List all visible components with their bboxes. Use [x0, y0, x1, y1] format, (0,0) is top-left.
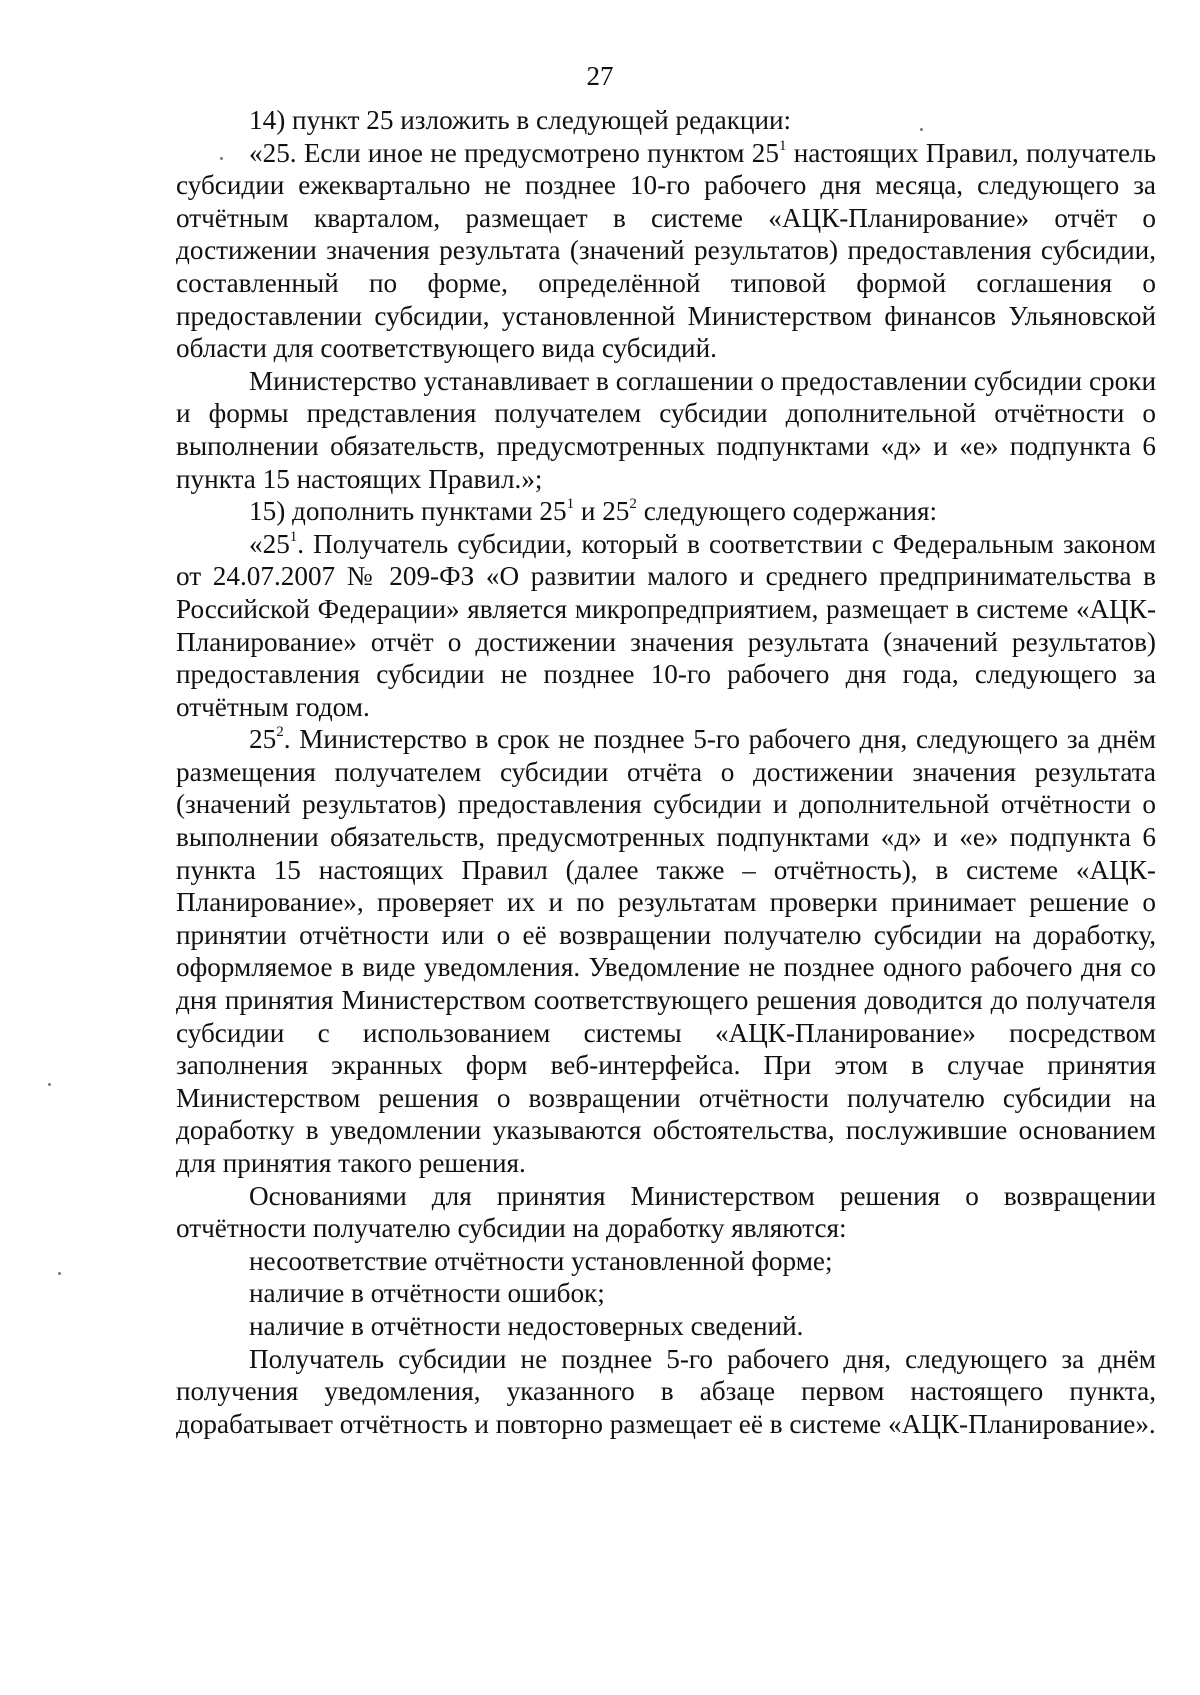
scan-speck — [920, 128, 923, 131]
paragraph-grounds: Основаниями для принятия Министерством решения о возвращении отчётности получателю субсидии на доработку являются: — [176, 1180, 1156, 1244]
scan-speck — [48, 1083, 51, 1086]
superscript: 1 — [289, 528, 298, 545]
scan-speck — [220, 157, 223, 160]
paragraph-rework: Получатель субсидии не позднее 5-го рабочего дня, следующего за днём получения уведомления, указанного в абзаце первом настоящего пункта, дорабатывает отчётность и повторно размещает её в системе «АЦК-Планирование». — [176, 1343, 1156, 1439]
list-item-ground-1: несоответствие отчётности установленной форме; — [249, 1245, 833, 1276]
paragraph-point-25-1: «$25^1$. Получатель субсидии, который в соответствии с Федеральным законом от 24.07.2007 № 209-ФЗ «О развитии малого и среднего предпринимательства в Российской Федерации» является микропредприятием, размещает в системе «АЦК-Планирование» отчёт о достижении значения результата (значений результатов) предоставления субсидии не позднее 10-го рабочего дня года, следующего за отчётным годом. — [176, 528, 1156, 722]
list-item-ground-2: наличие в отчётности ошибок; — [249, 1278, 605, 1309]
paragraph-ministry-agreement: Министерство устанавливает в соглашении о предоставлении субсидии сроки и формы представления получателем субсидии дополнительной отчётности о выполнении обязательств, предусмотренных подпунктами «д» и «е» подпункта 6 пункта 15 настоящих Правил.»; — [176, 365, 1156, 494]
paragraph-item-14: 14) пункт 25 изложить в следующей редакции: — [249, 105, 792, 135]
paragraph-item-15: 15) дополнить пунктами $25^1$ и $25^2$ следующего содержания: — [249, 496, 938, 527]
document-body — [176, 104, 1156, 1440]
page-number: 27 — [586, 61, 614, 91]
superscript: 1 — [778, 137, 787, 154]
paragraph-point-25: «25. Если иное не предусмотрено пунктом $25^1$ настоящих Правил, получатель субсидии ежеквартально не позднее 10-го рабочего дня месяца, следующего за отчётным кварталом, размещает в системе «АЦК-Планирование» отчёт о достижении значения результата (значений результатов) предоставления субсидии, составленный по форме, определённой типовой формой соглашения о предоставлении субсидии, установленной Министерством финансов Ульяновской области для соответствующего вида субсидий. — [176, 137, 1157, 364]
list-item-ground-3: наличие в отчётности недостоверных сведений. — [249, 1310, 804, 1341]
superscript: 1 — [566, 496, 575, 513]
superscript: 2 — [276, 724, 284, 741]
paragraph-point-25-2: $25^2$. Министерство в срок не позднее 5-го рабочего дня, следующего за днём размещения получателем субсидии отчёта о достижении значения результата (значений результатов) предоставления субсидии и дополнительной отчётности о выполнении обязательств, предусмотренных подпунктами «д» и «е» подпункта 6 пункта 15 настоящих Правил (далее также – отчётность), в системе «АЦК-Планирование», проверяет их и по результатам проверки принимает решение о принятии отчётности или о её возвращении получателю субсидии на доработку, оформляемое в виде уведомления. Уведомление не позднее одного рабочего дня со дня принятия Министерством соответствующего решения доводится до получателя субсидии с использованием системы «АЦК-Планирование» посредством заполнения экранных форм веб-интерфейса. При этом в случае принятия Министерством решения о возвращении отчётности получателю субсидии на доработку в уведомлении указываются обстоятельства, послужившие основанием для принятия такого решения. — [176, 724, 1156, 1178]
superscript: 2 — [629, 496, 637, 513]
scan-speck — [58, 1272, 61, 1275]
